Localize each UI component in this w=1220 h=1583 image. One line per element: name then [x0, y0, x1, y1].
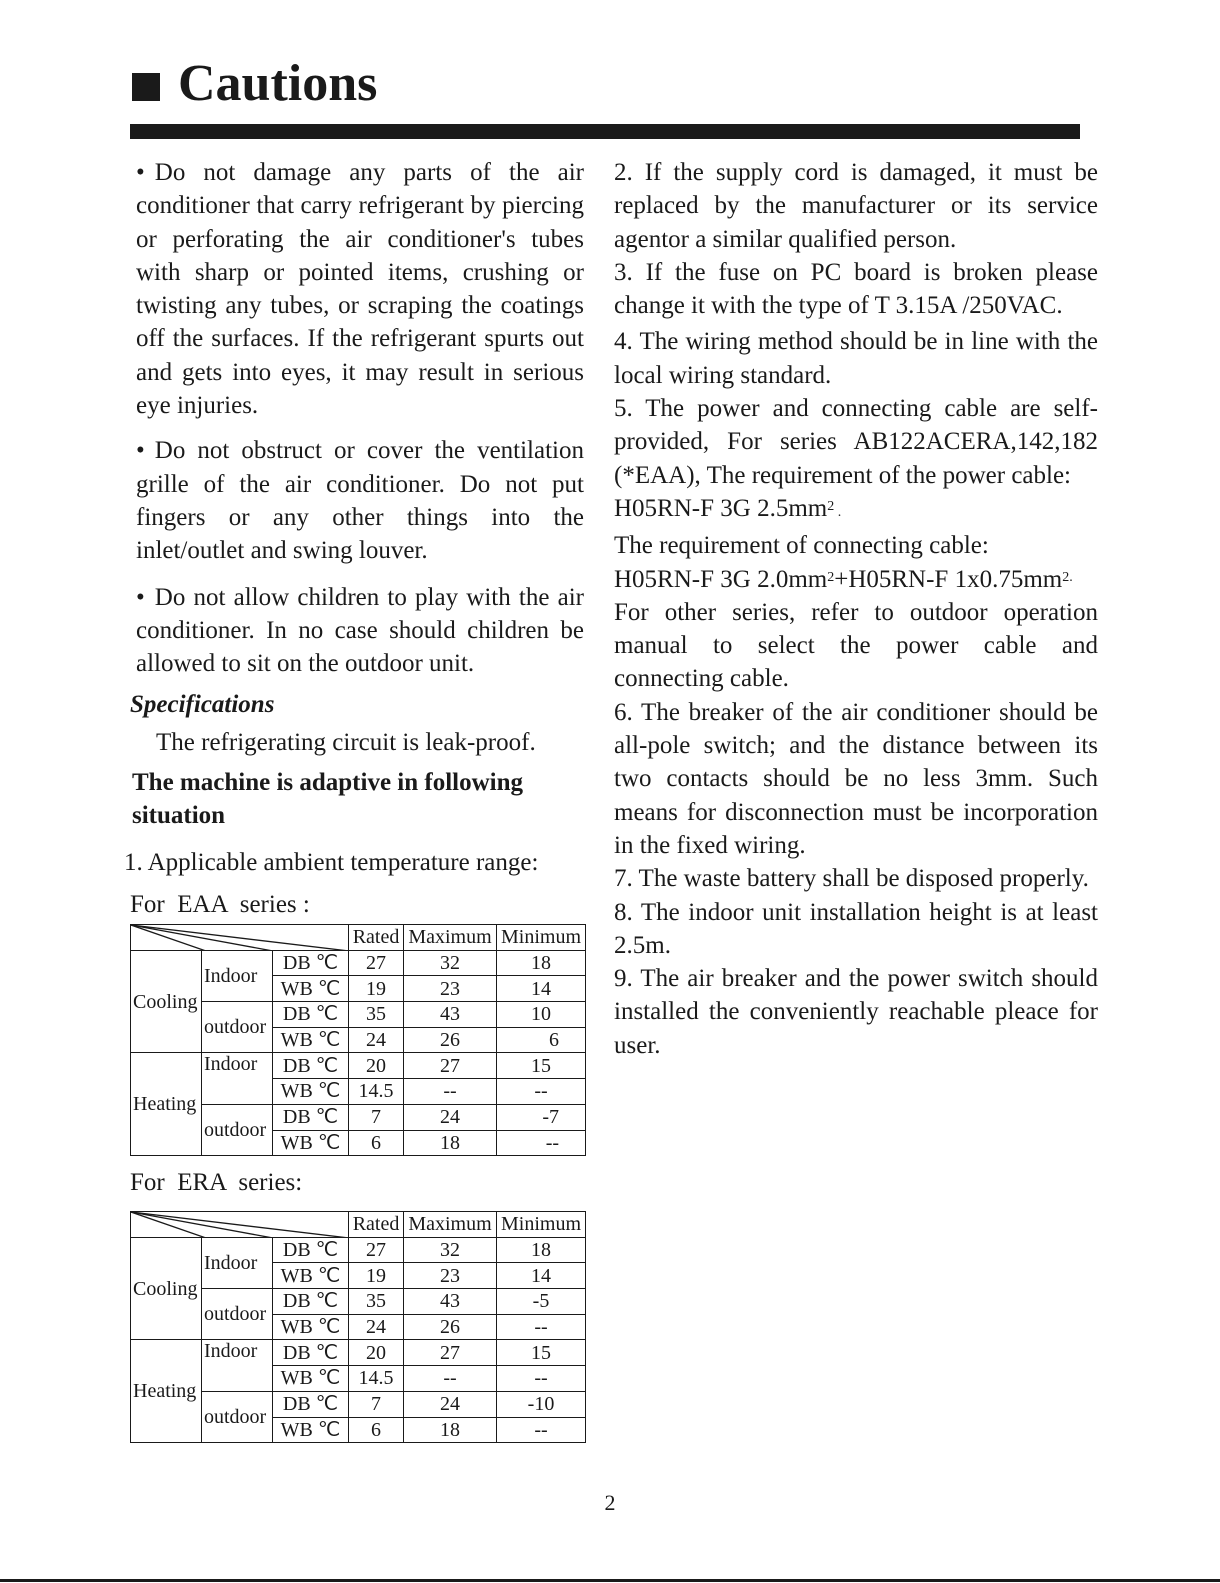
item-5-other-series: For other series, refer to outdoor operation manual to select the power cable and connecting cable. — [614, 598, 1098, 693]
cell-maximum: 27 — [404, 1053, 497, 1079]
cell-minimum: -- — [497, 1314, 586, 1340]
cell-rated: 19 — [349, 1263, 404, 1289]
cell-maximum: 26 — [404, 1314, 497, 1340]
cell-minimum: 15 — [497, 1053, 586, 1079]
cell-maximum: -- — [404, 1079, 497, 1105]
mode-heating: Heating — [131, 1340, 202, 1443]
cell-maximum: 43 — [404, 1289, 497, 1315]
header-minimum: Minimum — [497, 1212, 586, 1238]
caution-bullet-1: • Do not damage any parts of the air conditioner that carry refrigerant by piercing or perforating the air conditioner's tubes with sharp or pointed items, crushing or twisting any tubes, or scraping the coatings off the surfaces. If the refrigerant spurts out and gets into eyes, it may result in serious eye injuries. — [136, 159, 584, 420]
right-column — [614, 156, 1098, 1062]
header-minimum: Minimum — [497, 925, 586, 951]
cell-minimum: -- — [497, 1366, 586, 1392]
cell-rated: 27 — [349, 1237, 404, 1263]
unit-outdoor: outdoor — [202, 1289, 273, 1340]
bullet-icon: • — [136, 437, 145, 465]
cell-rated: 19 — [349, 976, 404, 1002]
header-rated: Rated — [349, 925, 404, 951]
cell-minimum: -7 — [497, 1104, 586, 1130]
bulb-wb: WB ℃ — [273, 1079, 349, 1105]
cell-maximum: 26 — [404, 1027, 497, 1053]
specifications-heading: Specifications — [130, 691, 275, 718]
cell-maximum: 24 — [404, 1391, 497, 1417]
cell-rated: 27 — [349, 950, 404, 976]
cell-minimum: 14 — [497, 976, 586, 1002]
unit-outdoor: outdoor — [202, 1104, 273, 1155]
bulb-db: DB ℃ — [273, 1237, 349, 1263]
cell-minimum: 18 — [497, 950, 586, 976]
item-5-connecting-cable-label: The requirement of connecting cable: — [614, 532, 989, 560]
table-row — [131, 950, 586, 976]
diagonal-lines-icon — [131, 925, 349, 950]
mode-cooling: Cooling — [131, 1237, 202, 1340]
cell-maximum: 24 — [404, 1104, 497, 1130]
cell-maximum: 43 — [404, 1002, 497, 1028]
diagonal-corner-cell — [131, 1212, 349, 1238]
item-7-battery: 7. The waste battery shall be disposed properly. — [614, 865, 1089, 893]
square-bullet-icon — [132, 73, 160, 101]
item-5-power-cable: 5. The power and connecting cable are self-provided, For series AB122ACERA,142,182 (*EAA), The requirement of the power cable: — [614, 395, 1098, 489]
cell-minimum: 18 — [497, 1237, 586, 1263]
header-maximum: Maximum — [404, 925, 497, 951]
caution-bullet-2: • Do not obstruct or cover the ventilation grille of the air conditioner. Do not put fingers or any other things into the inlet/outlet and swing louver. — [136, 437, 584, 565]
bullet-icon: • — [136, 583, 145, 611]
bulb-db: DB ℃ — [273, 1289, 349, 1315]
cell-rated: 24 — [349, 1314, 404, 1340]
cell-rated: 14.5 — [349, 1079, 404, 1105]
cell-rated: 20 — [349, 1340, 404, 1366]
bulb-wb: WB ℃ — [273, 1027, 349, 1053]
bulb-db: DB ℃ — [273, 1391, 349, 1417]
cell-maximum: 27 — [404, 1340, 497, 1366]
item-3-fuse: 3. If the fuse on PC board is broken please change it with the type of T 3.15A /250VAC. — [614, 258, 1098, 320]
eaa-series-label: For EAA series : — [130, 891, 310, 918]
cell-minimum: 10 — [497, 1002, 586, 1028]
title-rule — [130, 124, 1080, 139]
cell-maximum: -- — [404, 1366, 497, 1392]
eaa-temperature-table — [130, 924, 586, 1156]
cell-maximum: 23 — [404, 976, 497, 1002]
cell-minimum: -5 — [497, 1289, 586, 1315]
cell-minimum: -- — [497, 1417, 586, 1443]
adaptive-heading-line2: situation — [132, 802, 226, 829]
unit-indoor: Indoor — [202, 1237, 273, 1288]
header-maximum: Maximum — [404, 1212, 497, 1238]
cell-maximum: 32 — [404, 950, 497, 976]
bullet-icon: • — [136, 159, 145, 186]
bulb-db: DB ℃ — [273, 1340, 349, 1366]
cell-rated: 6 — [349, 1130, 404, 1156]
table-row — [131, 1237, 586, 1263]
item-4-wiring-method: 4. The wiring method should be in line with the local wiring standard. — [614, 328, 1098, 389]
bulb-wb: WB ℃ — [273, 1263, 349, 1289]
cell-minimum: 15 — [497, 1340, 586, 1366]
unit-outdoor: outdoor — [202, 1391, 273, 1442]
cell-rated: 6 — [349, 1417, 404, 1443]
table-header-row — [131, 1212, 586, 1238]
table-row — [131, 1340, 586, 1366]
unit-indoor: Indoor — [202, 1053, 273, 1104]
cell-maximum: 23 — [404, 1263, 497, 1289]
bulb-wb: WB ℃ — [273, 1130, 349, 1156]
cell-rated: 7 — [349, 1391, 404, 1417]
cell-rated: 20 — [349, 1053, 404, 1079]
cell-minimum: -10 — [497, 1391, 586, 1417]
table-header-row — [131, 925, 586, 951]
era-series-label: For ERA series: — [130, 1169, 303, 1196]
unit-outdoor: outdoor — [202, 1002, 273, 1053]
item-9-air-breaker: 9. The air breaker and the power switch should installed the conveniently reachable pleace for user. — [614, 965, 1098, 1059]
bulb-db: DB ℃ — [273, 1002, 349, 1028]
cell-rated: 24 — [349, 1027, 404, 1053]
bottom-edge-line — [0, 1579, 1220, 1582]
temperature-range-line: 1. Applicable ambient temperature range: — [124, 849, 539, 876]
cell-minimum: -- — [497, 1130, 586, 1156]
era-temperature-table — [130, 1211, 586, 1443]
cell-minimum: 14 — [497, 1263, 586, 1289]
bulb-wb: WB ℃ — [273, 1366, 349, 1392]
cell-maximum: 18 — [404, 1130, 497, 1156]
bulb-wb: WB ℃ — [273, 976, 349, 1002]
page-title — [132, 54, 377, 114]
item-5-power-cable-spec: H05RN-F 3G $2.5mm^2$ . — [614, 494, 842, 522]
mode-cooling: Cooling — [131, 950, 202, 1053]
bulb-db: DB ℃ — [273, 1053, 349, 1079]
mode-heating: Heating — [131, 1053, 202, 1156]
page-title-text: Cautions — [178, 55, 378, 112]
table-row — [131, 1053, 586, 1079]
leak-proof-text: The refrigerating circuit is leak-proof. — [156, 729, 536, 756]
item-5-connecting-cable-spec: H05RN-F 3G $2.0mm^2+H05RN-F$ $1x0.75mm^{2.}$ — [614, 565, 1073, 593]
cell-rated: 35 — [349, 1002, 404, 1028]
cell-rated: 14.5 — [349, 1366, 404, 1392]
item-2-supply-cord: 2. If the supply cord is damaged, it must be replaced by the manufacturer or its service agentor a similar qualified person. — [614, 159, 1098, 253]
unit-indoor: Indoor — [202, 1340, 273, 1391]
left-column — [136, 156, 584, 680]
cell-minimum: -- — [497, 1079, 586, 1105]
cell-minimum: 6 — [497, 1027, 586, 1053]
cell-rated: 7 — [349, 1104, 404, 1130]
cell-maximum: 32 — [404, 1237, 497, 1263]
header-rated: Rated — [349, 1212, 404, 1238]
diagonal-corner-cell — [131, 925, 349, 951]
caution-bullet-3: • Do not allow children to play with the air conditioner. In no case should children be allowed to sit on the outdoor unit. — [136, 583, 584, 678]
unit-indoor: Indoor — [202, 950, 273, 1001]
cell-rated: 35 — [349, 1289, 404, 1315]
bulb-db: DB ℃ — [273, 950, 349, 976]
cell-maximum: 18 — [404, 1417, 497, 1443]
item-8-installation-height: 8. The indoor unit installation height is at least 2.5m. — [614, 898, 1098, 959]
page-number: 2 — [604, 1490, 616, 1515]
bulb-wb: WB ℃ — [273, 1417, 349, 1443]
item-6-breaker: 6. The breaker of the air conditioner should be all-pole switch; and the distance between its two contacts should be no less 3mm. Such means for disconnection must be incorporation in the fixed wiring. — [614, 698, 1098, 859]
bulb-wb: WB ℃ — [273, 1314, 349, 1340]
bulb-db: DB ℃ — [273, 1104, 349, 1130]
adaptive-heading-line1: The machine is adaptive in following — [132, 769, 524, 796]
diagonal-lines-icon — [131, 1212, 349, 1237]
